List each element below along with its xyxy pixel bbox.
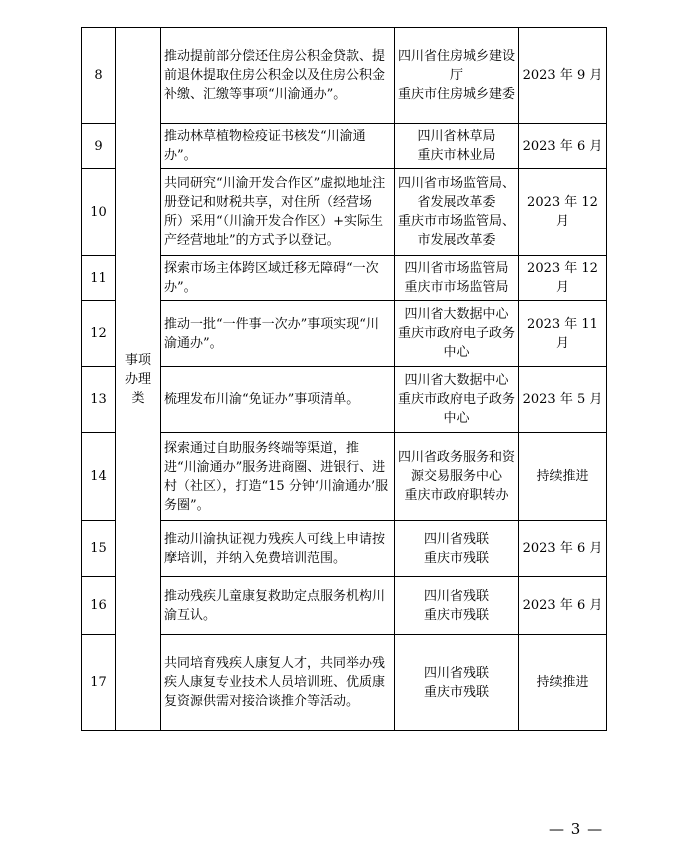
dept-line: 四川省残联 — [423, 588, 489, 604]
table-row — [82, 301, 607, 367]
dept-line: 重庆市市场监管局、市发展改革委 — [398, 214, 516, 248]
row-number: 16 — [82, 577, 116, 635]
task-text: 推动川渝执证视力残疾人可线上申请按摩培训，并纳入免费培训范围。 — [161, 521, 395, 577]
responsible-dept — [395, 124, 519, 169]
dept-line: 四川省住房城乡建设厅 — [398, 49, 516, 83]
dept-line: 四川省林草局 — [417, 129, 496, 144]
dept-line: 重庆市残联 — [423, 684, 489, 700]
dept-line: 四川省政务服务和资源交易服务中心 — [398, 450, 516, 484]
responsible-dept — [395, 635, 519, 731]
responsible-dept — [395, 577, 519, 635]
row-number: 9 — [82, 124, 116, 169]
task-text: 推动一批“一件事一次办”事项实现“川渝通办”。 — [161, 301, 395, 367]
row-number: 13 — [82, 367, 116, 433]
deadline: 2023 年 5 月 — [519, 367, 607, 433]
responsible-dept — [395, 169, 519, 256]
task-text: 探索通过自助服务终端等渠道，推进“川渝通办”服务进商圈、进银行、进村（社区），打造“15 分钟‘川渝通办’服务圈”。 — [161, 433, 395, 521]
task-text: 推动林草植物检疫证书核发“川渝通办”。 — [161, 124, 395, 169]
responsible-dept — [395, 367, 519, 433]
dept-line: 四川省残联 — [423, 665, 489, 681]
deadline: 2023 年 9 月 — [519, 28, 607, 124]
deadline: 2023 年 12 月 — [519, 256, 607, 301]
table-row — [82, 28, 607, 124]
row-number: 14 — [82, 433, 116, 521]
dept-line: 重庆市政府电子政务中心 — [398, 326, 516, 360]
deadline: 2023 年 6 月 — [519, 124, 607, 169]
task-text: 推动提前部分偿还住房公积金贷款、提前退休提取住房公积金以及住房公积金补缴、汇缴等事项“川渝通办”。 — [161, 28, 395, 124]
category-cell: 事项办理类 — [116, 28, 161, 731]
task-text: 共同研究“川渝开发合作区”虚拟地址注册登记和财税共享，对住所（经营场所）采用“（川渝开发合作区）+实际生产经营地址”的方式予以登记。 — [161, 169, 395, 256]
deadline: 持续推进 — [519, 433, 607, 521]
table-row — [82, 433, 607, 521]
task-table — [81, 27, 607, 731]
task-text: 推动残疾儿童康复救助定点服务机构川渝互认。 — [161, 577, 395, 635]
table-row — [82, 169, 607, 256]
responsible-dept — [395, 28, 519, 124]
dept-line: 四川省大数据中心 — [404, 307, 509, 322]
deadline: 2023 年 6 月 — [519, 521, 607, 577]
deadline: 2023 年 12 月 — [519, 169, 607, 256]
task-text: 共同培育残疾人康复人才，共同举办残疾人康复专业技术人员培训班、优质康复资源供需对接洽谈推介等活动。 — [161, 635, 395, 731]
table-row — [82, 577, 607, 635]
dept-line: 四川省市场监管局、省发展改革委 — [398, 176, 516, 210]
row-number: 17 — [82, 635, 116, 731]
dept-line: 四川省大数据中心 — [404, 373, 509, 388]
table-row — [82, 635, 607, 731]
row-number: 10 — [82, 169, 116, 256]
responsible-dept — [395, 301, 519, 367]
responsible-dept — [395, 256, 519, 301]
row-number: 8 — [82, 28, 116, 124]
dept-line: 重庆市残联 — [423, 607, 489, 623]
dept-line: 重庆市林业局 — [417, 148, 496, 163]
row-number: 15 — [82, 521, 116, 577]
table-row — [82, 256, 607, 301]
deadline: 持续推进 — [519, 635, 607, 731]
dept-line: 重庆市住房城乡建委 — [398, 87, 516, 102]
dept-line: 重庆市残联 — [423, 550, 489, 566]
dept-line: 重庆市市场监管局 — [404, 280, 509, 295]
dept-line: 重庆市政府电子政务中心 — [398, 392, 516, 426]
responsible-dept — [395, 521, 519, 577]
row-number: 11 — [82, 256, 116, 301]
task-text: 梳理发布川渝“免证办”事项清单。 — [161, 367, 395, 433]
deadline: 2023 年 6 月 — [519, 577, 607, 635]
task-text: 探索市场主体跨区域迁移无障碍“一次办”。 — [161, 256, 395, 301]
table-row — [82, 124, 607, 169]
responsible-dept — [395, 433, 519, 521]
table-row — [82, 367, 607, 433]
row-number: 12 — [82, 301, 116, 367]
deadline: 2023 年 11 月 — [519, 301, 607, 367]
table-row — [82, 521, 607, 577]
dept-line: 四川省残联 — [423, 531, 489, 547]
page-number: — 3 — — [549, 820, 604, 838]
dept-line: 重庆市政府职转办 — [404, 488, 509, 503]
dept-line: 四川省市场监管局 — [404, 261, 509, 276]
